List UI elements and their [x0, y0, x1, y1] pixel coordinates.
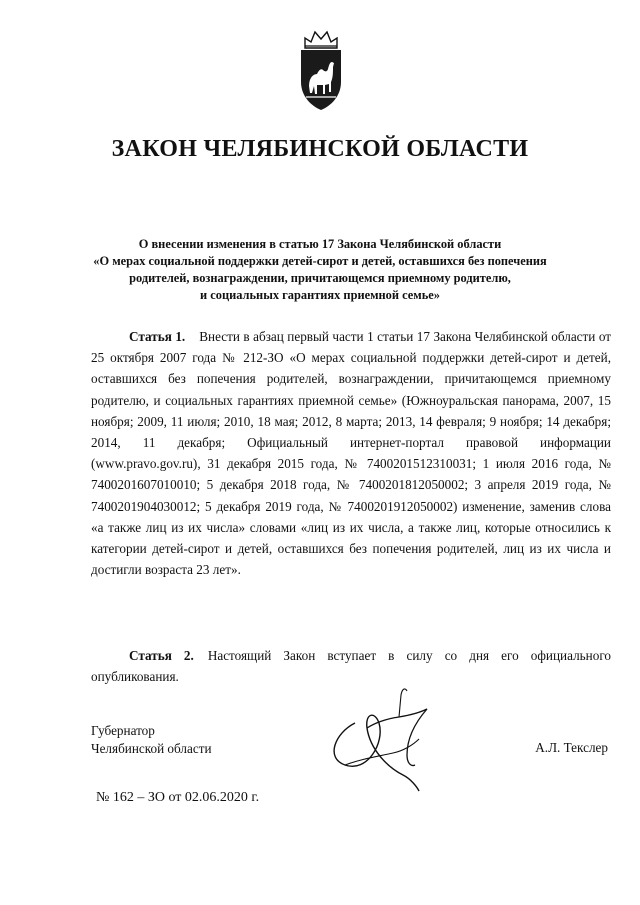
law-subject [70, 236, 570, 304]
governor-signature [315, 683, 435, 793]
subject-line: «О мерах социальной поддержки детей-сирот и детей, оставшихся без попечения [93, 254, 547, 268]
article-2-label: Статья 2. [129, 648, 194, 663]
article-1-text: Внести в абзац первый части 1 статьи 17 Закона Челябинской области от 25 октября 2007 года № 212-ЗО «О мерах социальной поддержки детей-сирот и детей, оставшихся без попечения родителей, вознаграждении, причитающемся приемному родителю, и социальных гарантиях приемной семье» (Южноуральская панорама, 2007, 15 ноября; 2009, 11 июля; 2010, 18 мая; 2012, 8 марта; 2013, 14 февраля; 9 ноября; 14 декабря; 2014, 11 декабря; Официальный интернет-портал правовой информации (www.pravo.gov.ru), 31 декабря 2015 года, № 7400201512310031; 1 июля 2016 года, № 7400201607010010; 5 декабря 2018 года, № 7400201812050002; 3 апреля 2019 года, № 7400201904030012; 5 декабря 2019 года, № 7400201912050002) изменение, заменив слова «а также лиц из их числа» словами «лиц из их числа, а также лиц, которые относились к категории детей-сирот и детей, оставшихся без попечения родителей, лиц из их числа и достигли возраста 23 лет». [91, 329, 612, 578]
article-1 [91, 326, 611, 580]
subject-line: О внесении изменения в статью 17 Закона Челябинской области [138, 237, 502, 251]
article-2 [91, 645, 611, 687]
chelyabinsk-coat-of-arms-icon [297, 26, 345, 112]
law-title: ЗАКОН ЧЕЛЯБИНСКОЙ ОБЛАСТИ [111, 136, 529, 162]
position-line: Губернатор [91, 723, 155, 738]
position-line: Челябинской области [91, 741, 212, 756]
article-1-label: Статья 1. [129, 329, 186, 344]
article-2-text: Настоящий Закон вступает в силу со дня его официального опубликования. [91, 648, 611, 685]
governor-position [91, 722, 212, 758]
subject-line: и социальных гарантиях приемной семье» [200, 288, 440, 302]
governor-name: А.Л. Текслер [535, 740, 608, 755]
subject-line: родителей, вознаграждении, причитающемся приемному родителю, [129, 271, 511, 285]
registration-number: № 162 – ЗО от 02.06.2020 г. [96, 790, 260, 805]
